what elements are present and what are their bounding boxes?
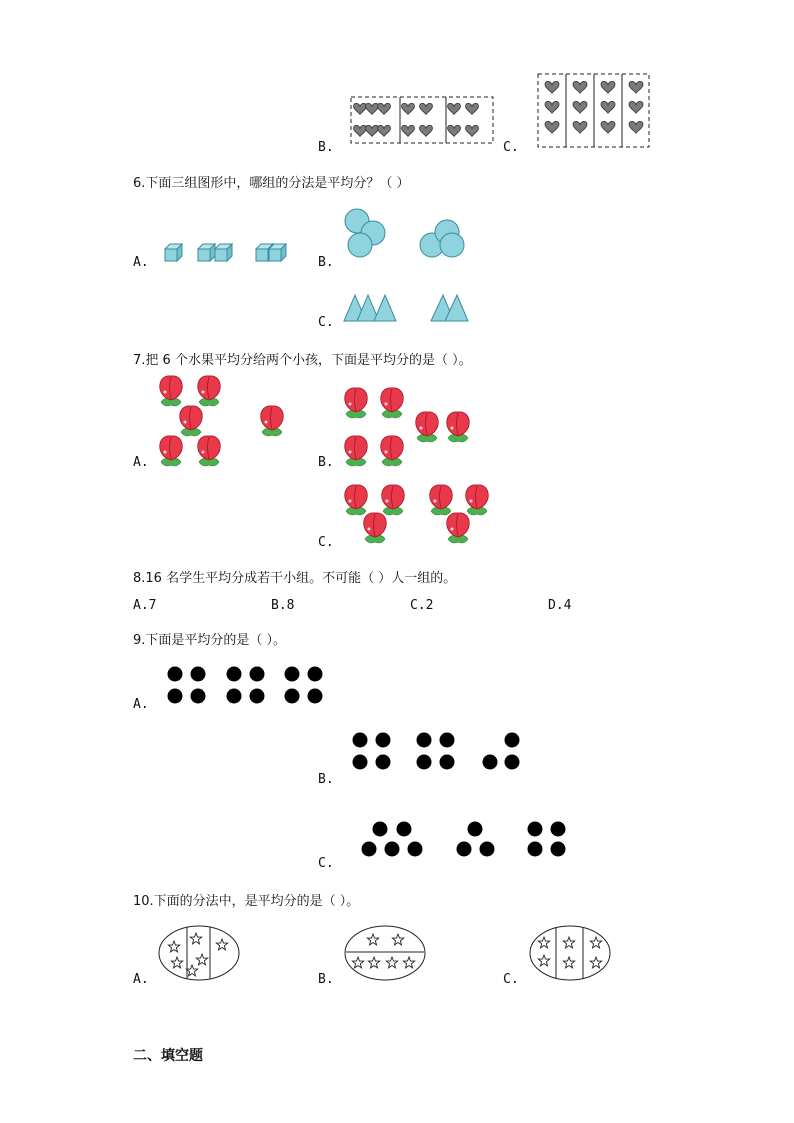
dot-icon xyxy=(468,822,483,837)
peach-icon xyxy=(198,436,221,466)
circle-icon xyxy=(440,233,464,257)
dot-icon xyxy=(373,822,388,837)
q5-option-c-label: C. xyxy=(503,140,519,155)
q5-option-b-hearts-figure xyxy=(350,96,494,144)
dot-icon xyxy=(551,822,566,837)
q6-option-b-circles-figure xyxy=(342,205,472,263)
heart-icon xyxy=(420,103,433,114)
q9-option-c-label: C. xyxy=(318,856,334,871)
dot-icon xyxy=(362,842,377,857)
q7-stem: 7.把 6 个水果平均分给两个小孩，下面是平均分的是（ ）。 xyxy=(133,353,472,368)
peach-icon xyxy=(466,485,489,515)
peach-icon xyxy=(447,513,470,543)
dot-icon xyxy=(250,667,265,682)
dot-icon xyxy=(385,842,400,857)
peach-icon xyxy=(382,485,405,515)
q7-option-a-label: A. xyxy=(133,455,149,470)
cube-icon xyxy=(165,244,182,261)
cube-icon xyxy=(269,244,286,261)
heart-icon xyxy=(448,103,461,114)
heart-icon xyxy=(601,121,615,133)
heart-icon xyxy=(354,125,367,136)
peach-icon xyxy=(345,485,368,515)
q5-option-b-label: B. xyxy=(318,140,334,155)
dot-icon xyxy=(528,842,543,857)
heart-icon xyxy=(366,125,379,136)
dot-icon xyxy=(227,689,242,704)
q8-option-b[interactable]: B.8 xyxy=(271,598,295,613)
q10-stem: 10.下面的分法中，是平均分的是（ ）。 xyxy=(133,894,360,909)
dot-icon xyxy=(376,733,391,748)
heart-icon xyxy=(629,121,643,133)
heart-icon xyxy=(545,81,559,93)
heart-icon xyxy=(466,103,479,114)
q6-option-a-label: A. xyxy=(133,255,149,270)
dot-icon xyxy=(551,842,566,857)
q7-option-a-fruits-figure xyxy=(155,374,295,470)
heart-icon xyxy=(354,103,367,114)
dot-icon xyxy=(376,755,391,770)
dot-icon xyxy=(168,667,183,682)
heart-icon xyxy=(366,103,379,114)
heart-icon xyxy=(545,121,559,133)
q9-option-a-label: A. xyxy=(133,697,149,712)
peach-icon xyxy=(345,388,368,418)
q10-option-b-label: B. xyxy=(318,972,334,987)
cube-icon xyxy=(215,244,232,261)
q10-option-c-label: C. xyxy=(503,972,519,987)
q8-stem: 8.16 名学生平均分成若干小组。不可能（ ）人一组的。 xyxy=(133,571,457,586)
heart-icon xyxy=(448,125,461,136)
heart-icon xyxy=(420,125,433,136)
triangle-icon xyxy=(374,295,396,321)
peach-icon xyxy=(447,412,470,442)
q7-option-c-fruits-figure xyxy=(338,481,498,547)
peach-icon xyxy=(381,436,404,466)
q7-option-c-label: C. xyxy=(318,535,334,550)
peach-icon xyxy=(364,513,387,543)
dot-icon xyxy=(408,842,423,857)
q5-option-c-hearts-figure xyxy=(537,73,650,148)
dot-icon xyxy=(353,755,368,770)
dot-icon xyxy=(457,842,472,857)
dot-icon xyxy=(285,667,300,682)
peach-icon xyxy=(160,376,183,406)
q6-option-c-label: C. xyxy=(318,315,334,330)
heart-icon xyxy=(573,121,587,133)
peach-icon xyxy=(416,412,439,442)
heart-icon xyxy=(378,103,391,114)
q6-option-b-label: B. xyxy=(318,255,334,270)
peach-icon xyxy=(430,485,453,515)
heart-icon xyxy=(378,125,391,136)
dot-icon xyxy=(191,689,206,704)
heart-icon xyxy=(466,125,479,136)
dot-icon xyxy=(191,667,206,682)
peach-icon xyxy=(261,406,284,436)
q9-stem: 9.下面是平均分的是（ ）。 xyxy=(133,633,287,648)
q10-option-a-stars-figure xyxy=(158,925,240,981)
q8-option-d[interactable]: D.4 xyxy=(548,598,572,613)
dot-icon xyxy=(480,842,495,857)
heart-icon xyxy=(402,103,415,114)
dot-icon xyxy=(250,689,265,704)
peach-icon xyxy=(180,406,203,436)
peach-icon xyxy=(345,436,368,466)
dot-icon xyxy=(227,667,242,682)
q7-option-b-fruits-figure xyxy=(338,384,478,470)
heart-icon xyxy=(629,101,643,113)
q8-option-c[interactable]: C.2 xyxy=(410,598,434,613)
q6-option-c-triangles-figure xyxy=(344,293,472,323)
heart-icon xyxy=(629,81,643,93)
q8-option-a[interactable]: A.7 xyxy=(133,598,157,613)
dot-icon xyxy=(353,733,368,748)
section-2-title: 二、填空题 xyxy=(133,1048,203,1064)
dot-icon xyxy=(505,733,520,748)
dot-icon xyxy=(417,755,432,770)
cube-icon xyxy=(198,244,215,261)
dot-icon xyxy=(440,733,455,748)
peach-icon xyxy=(198,376,221,406)
dot-icon xyxy=(285,689,300,704)
heart-icon xyxy=(573,81,587,93)
q10-option-a-label: A. xyxy=(133,972,149,987)
dot-icon xyxy=(528,822,543,837)
heart-icon xyxy=(573,101,587,113)
peach-icon xyxy=(381,388,404,418)
q9-option-c-dots-figure xyxy=(360,820,570,862)
q9-option-b-dots-figure xyxy=(351,731,526,773)
dot-icon xyxy=(308,667,323,682)
q6-option-a-cubes-figure xyxy=(163,240,288,264)
q6-stem: 6.下面三组图形中，哪组的分法是平均分？（ ） xyxy=(133,176,410,191)
dot-icon xyxy=(397,822,412,837)
q9-option-a-dots-figure xyxy=(166,665,326,707)
q9-option-b-label: B. xyxy=(318,772,334,787)
heart-icon xyxy=(601,81,615,93)
dot-icon xyxy=(483,755,498,770)
q7-option-b-label: B. xyxy=(318,455,334,470)
peach-icon xyxy=(160,436,183,466)
heart-icon xyxy=(545,101,559,113)
q10-option-c-stars-figure xyxy=(529,925,611,981)
heart-icon xyxy=(402,125,415,136)
heart-icon xyxy=(601,101,615,113)
dot-icon xyxy=(440,755,455,770)
dot-icon xyxy=(168,689,183,704)
dot-icon xyxy=(505,755,520,770)
dot-icon xyxy=(308,689,323,704)
dot-icon xyxy=(417,733,432,748)
circle-icon xyxy=(348,233,372,257)
q10-option-b-stars-figure xyxy=(344,925,426,981)
